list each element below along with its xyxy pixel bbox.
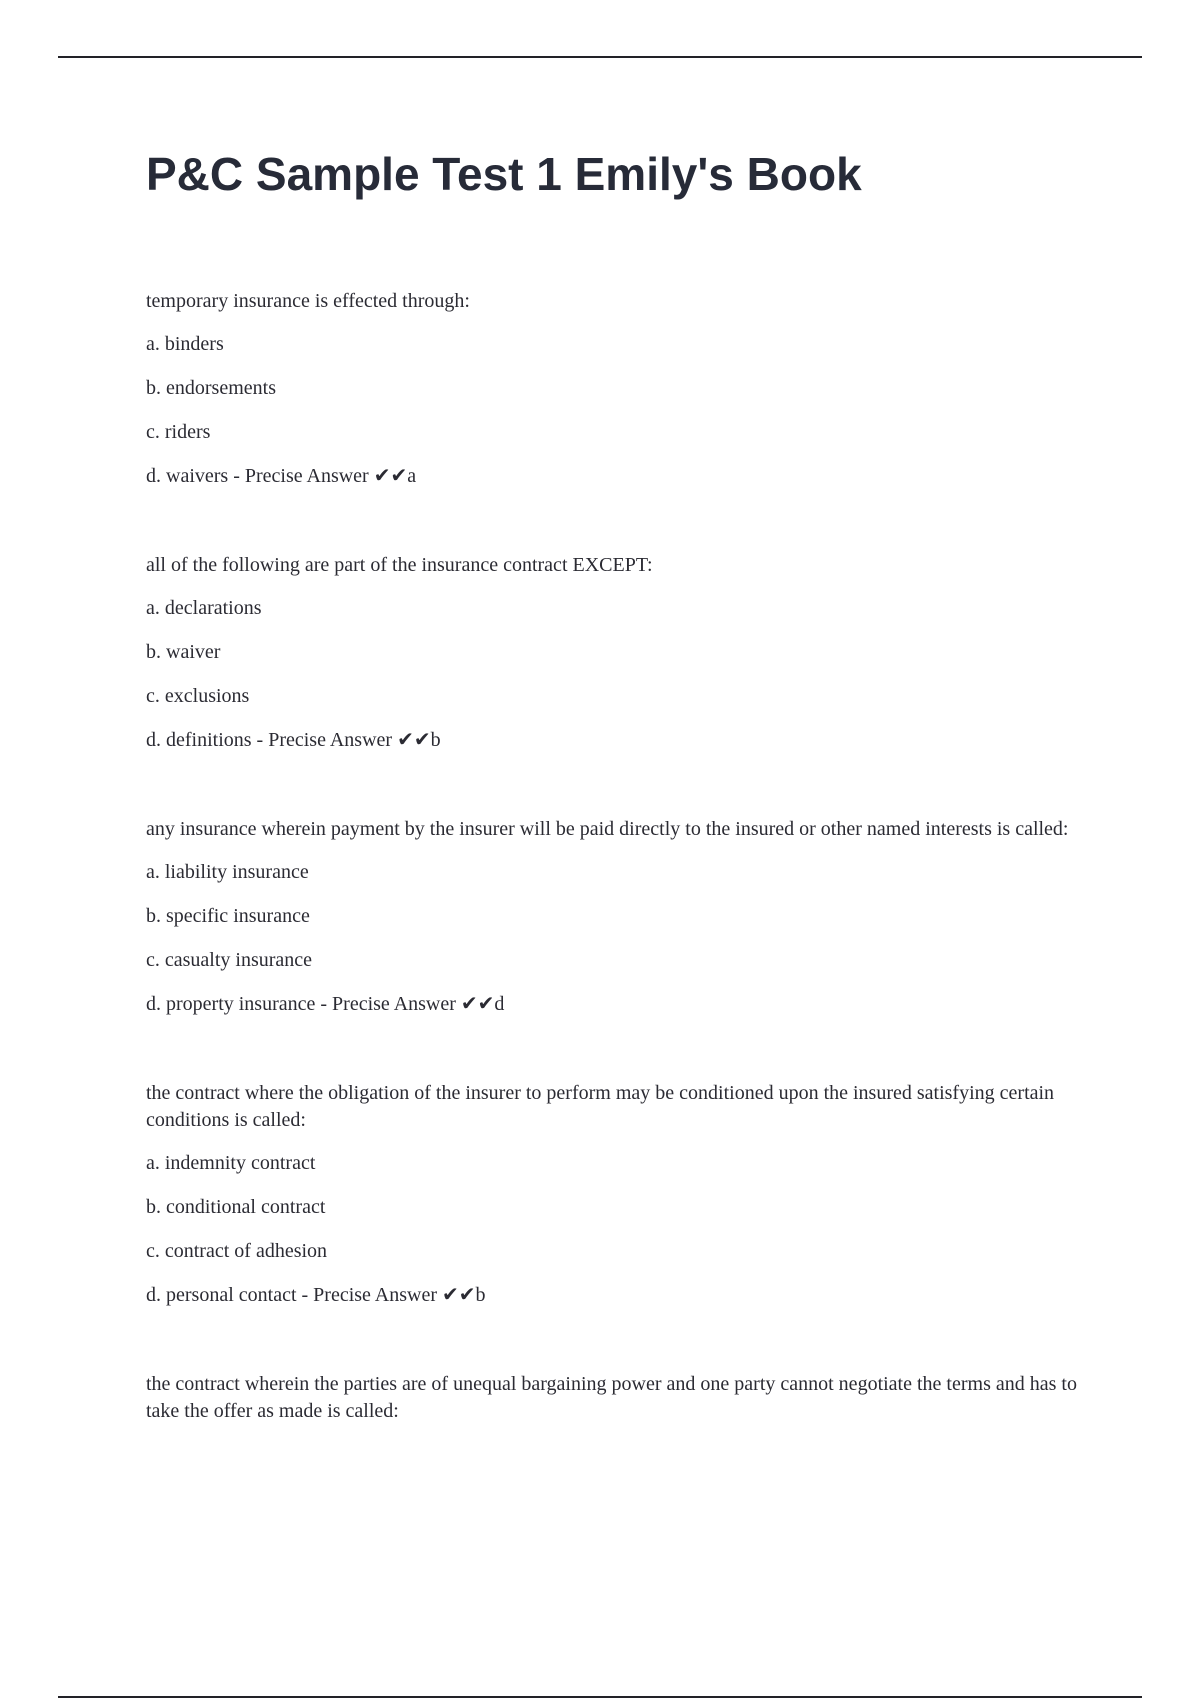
question-text: the contract wherein the parties are of unequal bargaining power and one party cannot negotiate the terms and has to take the offer as made is called: [146, 1373, 1077, 1422]
question-list [146, 288, 1086, 1487]
answer-options [146, 594, 1086, 754]
question-text: all of the following are part of the insurance contract EXCEPT: [146, 554, 653, 576]
answer-options [146, 330, 1086, 490]
option-b: b. waiver [146, 641, 221, 663]
option-d-with-answer: d. waivers - Precise Answer ✔✔a [146, 465, 417, 487]
option-b: b. specific insurance [146, 905, 310, 927]
option-d-with-answer: d. property insurance - Precise Answer ✔✔d [146, 993, 505, 1015]
document-title: P&C Sample Test 1 Emily's Book [146, 148, 862, 200]
answer-options [146, 858, 1086, 1018]
bottom-rule [58, 1696, 1142, 1698]
question-3 [146, 816, 1086, 1018]
answer-options [146, 1149, 1086, 1309]
question-4 [146, 1080, 1086, 1309]
option-d-with-answer: d. definitions - Precise Answer ✔✔b [146, 729, 441, 751]
option-a: a. liability insurance [146, 861, 309, 883]
option-c: c. exclusions [146, 685, 250, 707]
option-c: c. riders [146, 421, 211, 443]
option-c: c. casualty insurance [146, 949, 313, 971]
question-text: any insurance wherein payment by the insurer will be paid directly to the insured or other named interests is called: [146, 818, 1069, 840]
question-1 [146, 288, 1086, 490]
option-c: c. contract of adhesion [146, 1240, 328, 1262]
top-rule [58, 56, 1142, 58]
option-d-with-answer: d. personal contact - Precise Answer ✔✔b [146, 1284, 486, 1306]
option-a: a. indemnity contract [146, 1152, 316, 1174]
option-a: a. binders [146, 333, 224, 355]
option-a: a. declarations [146, 597, 262, 619]
question-5 [146, 1371, 1086, 1425]
question-2 [146, 552, 1086, 754]
question-text: temporary insurance is effected through: [146, 290, 470, 312]
option-b: b. endorsements [146, 377, 276, 399]
question-text: the contract where the obligation of the insurer to perform may be conditioned upon the insured satisfying certain conditions is called: [146, 1082, 1055, 1131]
option-b: b. conditional contract [146, 1196, 326, 1218]
